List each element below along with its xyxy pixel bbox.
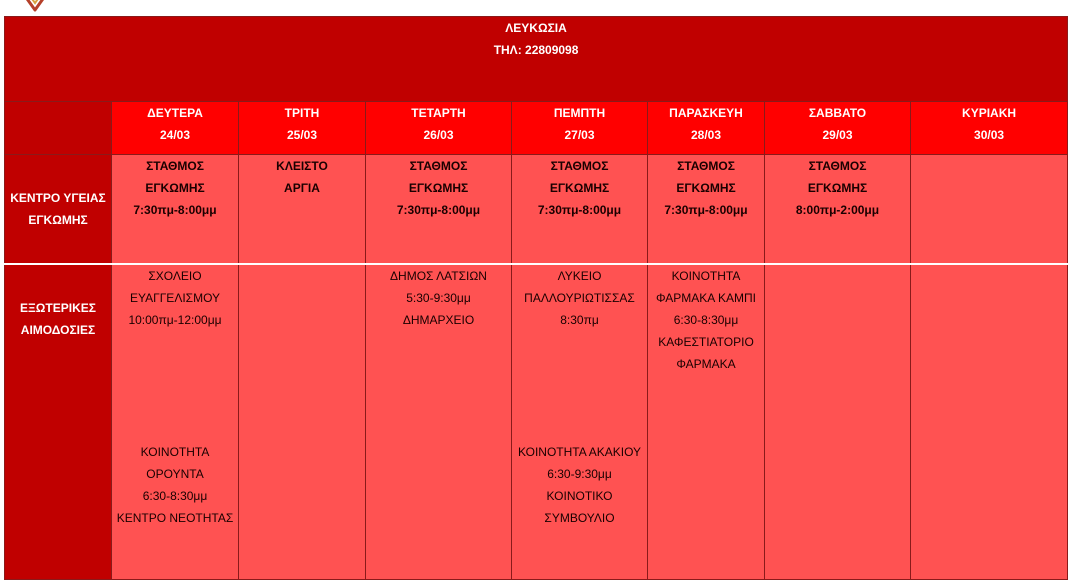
health-center-cell [366,155,512,265]
cell-line: ΚΟΙΝΟΤΗΤΑ [140,445,210,459]
external-donation-cell [648,264,765,580]
day-name: ΠΑΡΑΣΚΕΥΗ [669,106,743,120]
cell-line: ΣΥΜΒΟΥΛΙΟ [544,511,615,525]
cell-line: 7:30πμ-8:00μμ [537,203,622,217]
cell-line: ΕΓΚΩΜΗΣ [807,181,868,195]
cell-line: ΣΤΑΘΜΟΣ [146,159,204,173]
external-donation-cell [765,264,911,580]
row-label-line: ΕΓΚΩΜΗΣ [28,213,88,227]
day-date: 29/03 [822,128,853,142]
cell-line: ΚΑΦΕΣΤΙΑΤΟΡΙΟ [658,335,754,349]
external-donations-row [5,264,1068,580]
cell-line: ΕΓΚΩΜΗΣ [549,181,610,195]
cell-line: ΕΓΚΩΜΗΣ [145,181,205,195]
cell-line: ΑΡΓΙΑ [284,181,320,195]
cell-line: 7:30πμ-8:00μμ [396,203,481,217]
title-row [5,17,1068,102]
day-date: 26/03 [423,128,454,142]
cell-line: ΕΥΑΓΓΕΛΙΣΜΟΥ [129,291,221,305]
cell-line: 8:30πμ [560,313,599,327]
cell-line: ΟΡΟΥΝΤΑ [146,467,204,481]
cell-line: 8:00πμ-2:00μμ [795,203,880,217]
day-date: 30/03 [974,128,1005,142]
cell-line: ΣΧΟΛΕΙΟ [148,269,202,283]
cell-line: ΚΟΙΝΟΤΗΤΑ ΑΚΑΚΙΟΥ [517,445,642,459]
cell-line: 7:30πμ-8:00μμ [133,203,217,217]
day-header-7 [911,102,1068,155]
cell-line: ΣΤΑΘΜΟΣ [409,159,468,173]
row-label-external [5,264,112,580]
health-center-cell [765,155,911,265]
cell-line: ΚΕΝΤΡΟ ΝΕΟΤΗΤΑΣ [116,511,234,525]
cell-line: 6:30-8:30μμ [673,313,739,327]
day-header-5 [648,102,765,155]
day-date: 24/03 [159,128,191,142]
title-cell [5,17,1068,102]
cell-line: ΚΛΕΙΣΤΟ [276,159,328,173]
health-center-cell [911,155,1068,265]
cell-line: ΛΥΚΕΙΟ [557,269,602,283]
day-header-6 [765,102,911,155]
phone-number: ΤΗΛ: 22809098 [493,43,579,57]
day-date: 28/03 [690,128,722,142]
cell-line: ΔΗΜΟΣ ΛΑΤΣΙΩΝ [390,269,487,283]
day-header-4 [512,102,648,155]
row-label-line: ΚΕΝΤΡΟ ΥΓΕΙΑΣ [10,191,106,205]
spacer [112,331,238,441]
cell-line: ΣΤΑΘΜΟΣ [677,159,735,173]
external-donation-cell [911,264,1068,580]
day-date: 27/03 [564,128,595,142]
day-header-2 [239,102,366,155]
cell-line: 6:30-9:30μμ [547,467,612,481]
row-label-line: ΕΞΩΤΕΡΙΚΕΣ [20,301,96,315]
day-name: ΤΕΤΑΡΤΗ [411,106,466,120]
day-name: ΔΕΥΤΕΡΑ [147,106,203,120]
cell-line: 6:30-8:30μμ [142,489,208,503]
health-center-cell [512,155,648,265]
schedule-table [4,16,1068,580]
health-center-cell [648,155,765,265]
row-label-health-center [5,155,112,265]
cell-line: ΠΑΛΛΟΥΡΙΩΤΙΣΣΑΣ [524,291,635,305]
cell-line: ΦΑΡΜΑΚΑ [676,357,736,371]
corner-cell [5,102,112,155]
cell-line: 10:00πμ-12:00μμ [128,313,222,327]
spacer [512,331,647,441]
day-name: ΤΡΙΤΗ [284,106,320,120]
health-center-cell [239,155,366,265]
day-date: 25/03 [286,128,318,142]
droplet-logo-icon [22,0,48,12]
day-name: ΣΑΒΒΑΤΟ [808,106,867,120]
external-donation-cell [366,264,512,580]
cell-line: ΔΗΜΑΡΧΕΙΟ [402,313,475,327]
health-center-row [5,155,1068,265]
cell-line: ΣΤΑΘΜΟΣ [808,159,867,173]
day-name: ΠΕΜΠΤΗ [553,106,606,120]
cell-line: ΚΟΙΝΟΤΗΤΑ [671,269,741,283]
row-label-line: ΑΙΜΟΔΟΣΙΕΣ [20,323,96,337]
cell-line: ΦΑΡΜΑΚΑ ΚΑΜΠΙ [656,291,756,305]
external-donation-cell [512,264,648,580]
cell-line: 7:30πμ-8:00μμ [664,203,748,217]
day-name: ΚΥΡΙΑΚΗ [962,106,1017,120]
day-header-row [5,102,1068,155]
cell-line: ΚΟΙΝΟΤΙΚΟ [546,489,613,503]
external-donation-cell [239,264,366,580]
cell-line: ΕΓΚΩΜΗΣ [676,181,736,195]
cell-line: 5:30-9:30μμ [406,291,471,305]
cell-line: ΕΓΚΩΜΗΣ [408,181,469,195]
cell-line: ΣΤΑΘΜΟΣ [550,159,609,173]
health-center-cell [112,155,239,265]
day-header-3 [366,102,512,155]
city-title: ΛΕΥΚΩΣΙΑ [505,21,567,35]
day-header-1 [112,102,239,155]
external-donation-cell [112,264,239,580]
